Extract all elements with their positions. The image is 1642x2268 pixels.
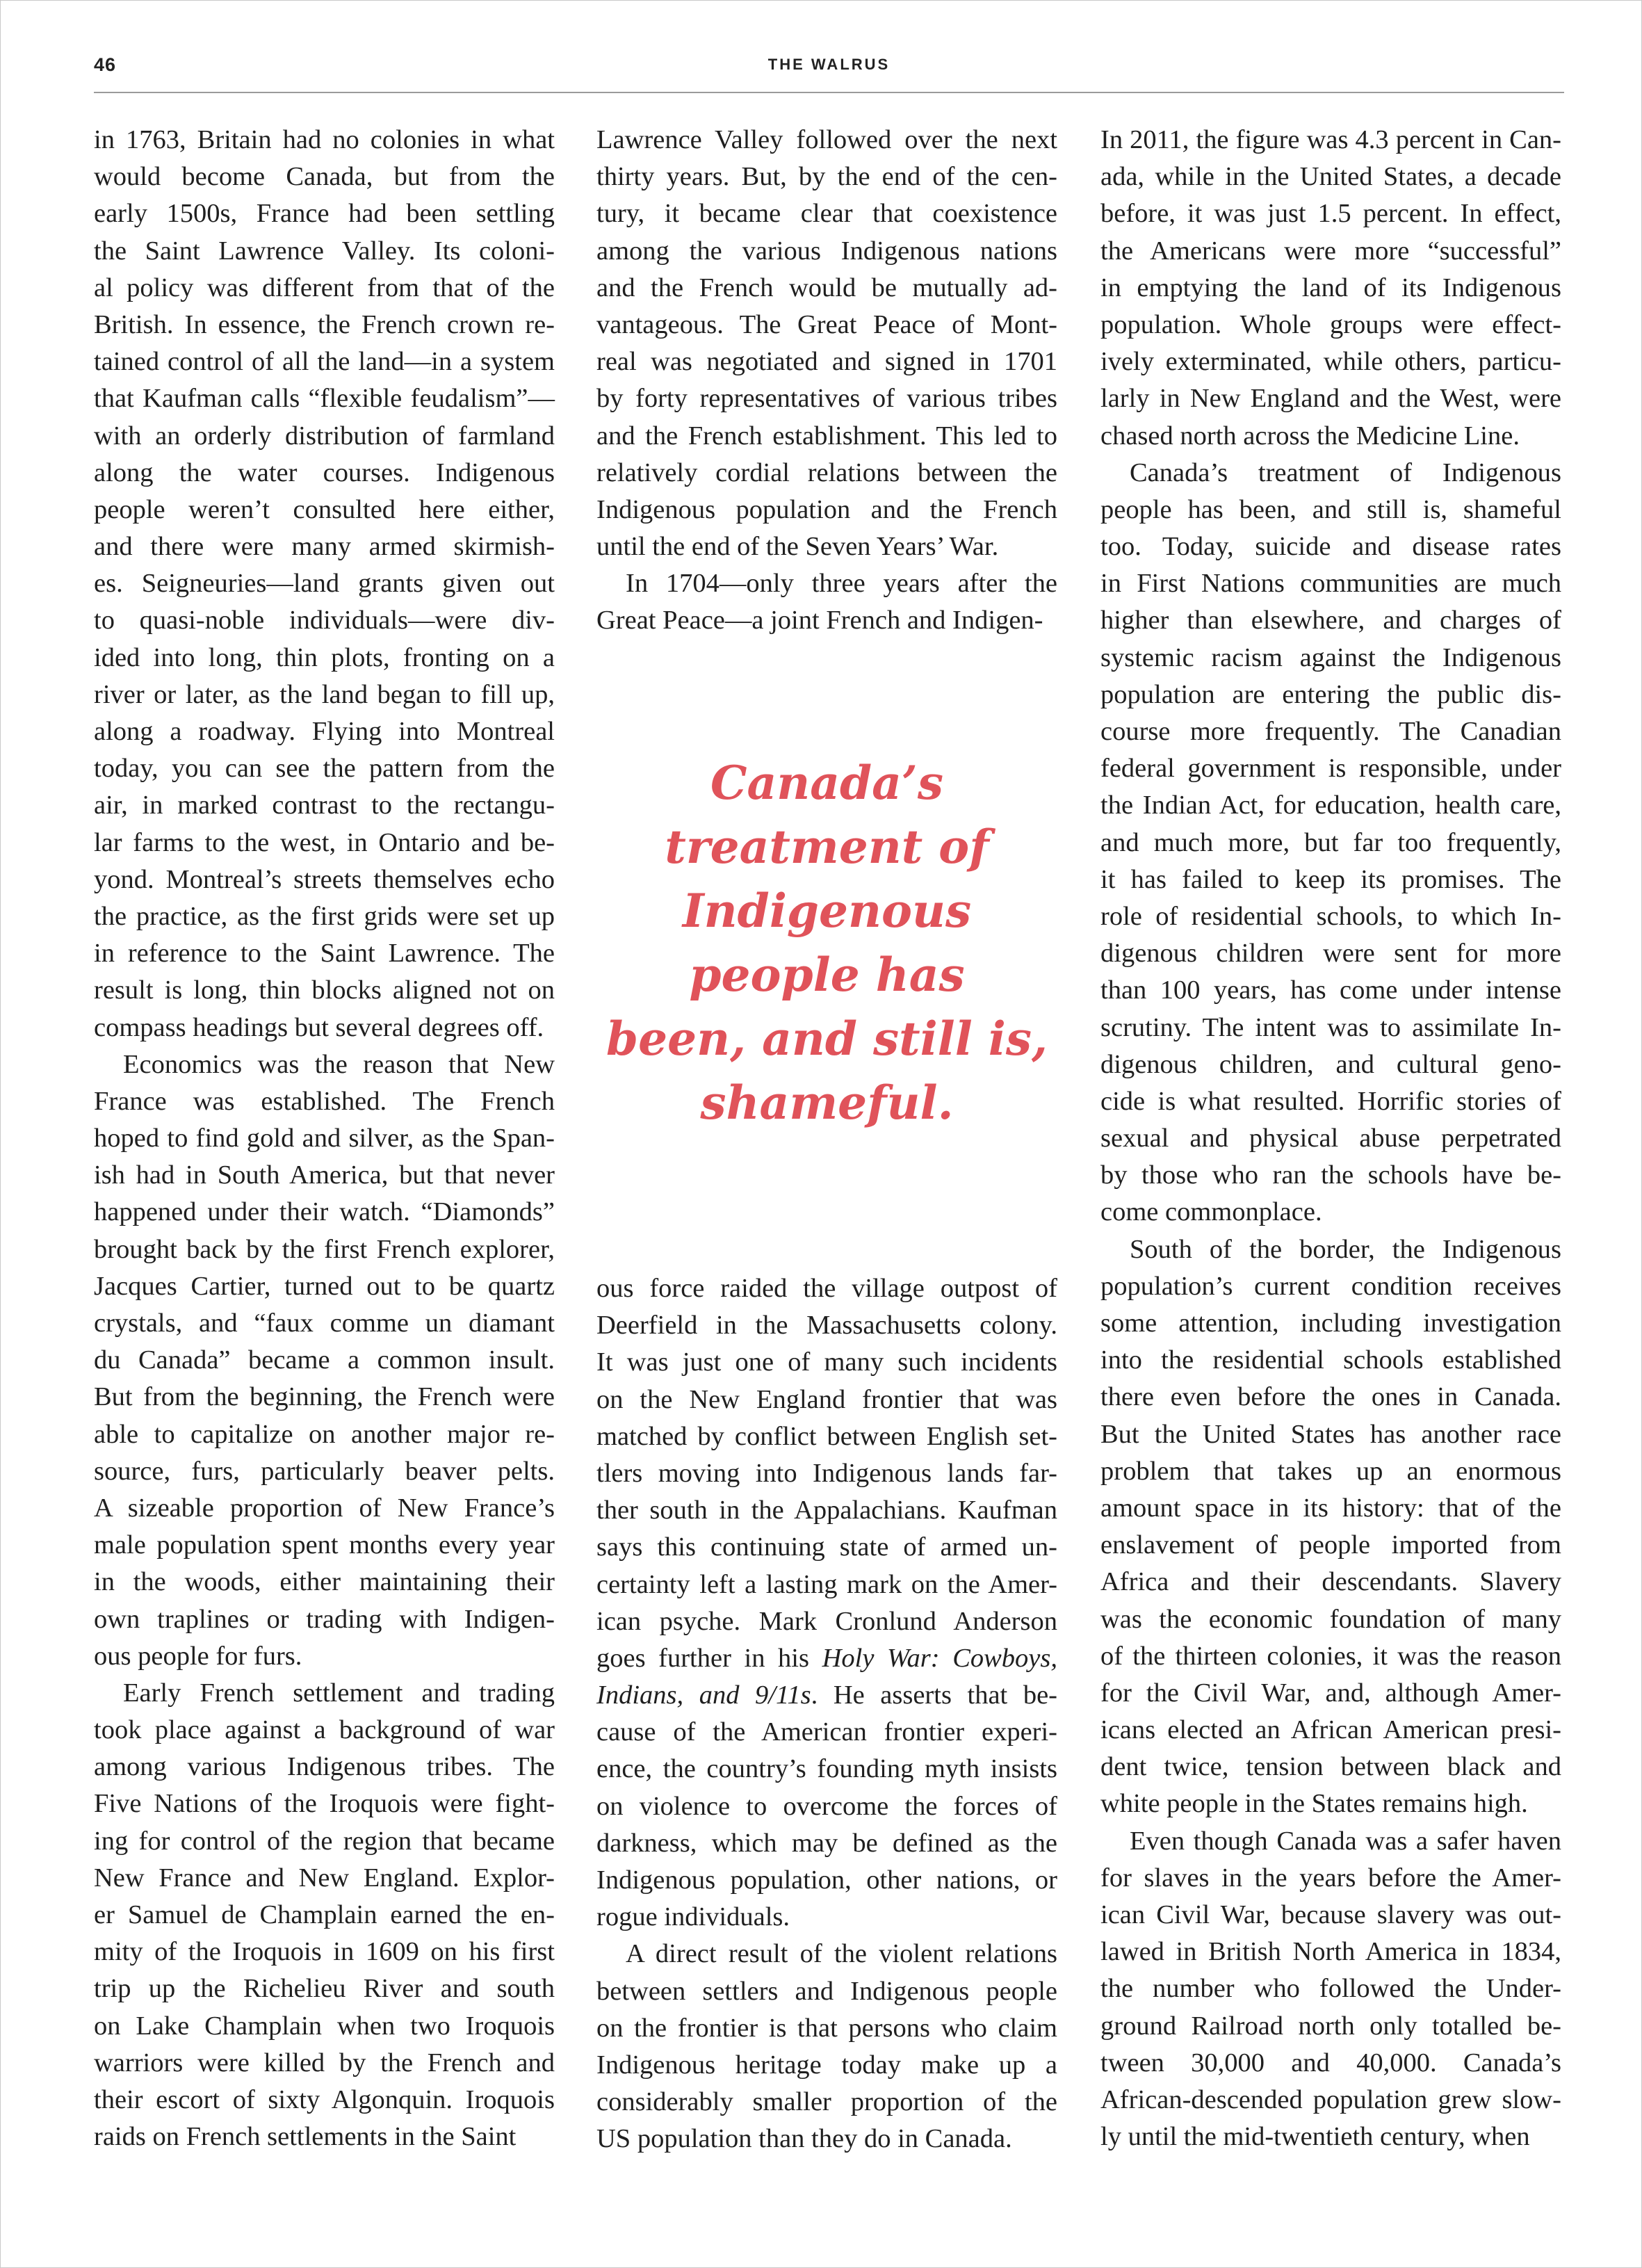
text-line: er Samuel de Champlain earned the en- — [94, 1900, 555, 1929]
text-line: by those who ran the schools have be- — [1100, 1160, 1561, 1190]
text-line: icans elected an African American presi- — [1100, 1715, 1561, 1745]
text-line: than 100 years, has come under intense — [1100, 975, 1561, 1005]
text-line: US population than they do in Canada. — [596, 2124, 1012, 2154]
text-line: tained control of all the land—in a system — [94, 347, 555, 377]
text-line: compass headings but several degrees off. — [94, 1012, 544, 1042]
text-line: problem that takes up an enormous — [1100, 1456, 1561, 1486]
text-line: happened under their watch. “Diamonds” — [94, 1197, 555, 1227]
text-line: thirty years. But, by the end of the cen- — [596, 162, 1057, 192]
text-line: for slaves in the years before the Amer- — [1100, 1863, 1561, 1893]
text-line: Even though Canada was a safer haven — [1130, 1826, 1561, 1856]
text-line: vantageous. The Great Peace of Mont- — [596, 309, 1057, 339]
text-line: there even before the ones in Canada. — [1100, 1382, 1561, 1412]
text-line: Indigenous heritage today make up a — [596, 2050, 1057, 2080]
text-line: ly until the mid-twentieth century, when — [1100, 2122, 1530, 2152]
text-line: tlers moving into Indigenous lands far- — [596, 1458, 1057, 1488]
text-line: among the various Indigenous nations — [596, 236, 1057, 266]
text-line: along the water courses. Indigenous — [94, 457, 555, 487]
text-line: the Saint Lawrence Valley. Its coloni- — [94, 236, 555, 266]
article-column-2-bottom — [596, 1270, 1057, 2158]
text-line: before, it was just 1.5 percent. In effect, — [1100, 199, 1561, 229]
text-line: South of the border, the Indigenous — [1130, 1234, 1561, 1264]
text-line: the Americans were more “successful” — [1100, 236, 1561, 266]
text-line: the practice, as the first grids were set up — [94, 901, 555, 931]
text-line: A direct result of the violent relations — [626, 1939, 1057, 1969]
text-line: to quasi-noble individuals—were div- — [94, 606, 555, 635]
text-line: in reference to the Saint Lawrence. The — [94, 939, 555, 969]
text-line: and much more, but far too frequently, — [1100, 827, 1561, 857]
text-line: too. Today, suicide and disease rates — [1100, 532, 1561, 562]
text-line: and the French would be mutually ad- — [596, 273, 1057, 302]
text-line: larly in New England and the West, were — [1100, 384, 1561, 414]
text-line: digenous children, and cultural geno- — [1100, 1049, 1561, 1079]
text-line: al policy was different from that of the — [94, 273, 555, 302]
text-line: Early French settlement and trading — [123, 1678, 555, 1708]
text-line: male population spent months every year — [94, 1530, 555, 1560]
text-line: today, you can see the pattern from the — [94, 754, 555, 784]
text-line: river or later, as the land began to fill up, — [94, 679, 555, 709]
text-line: people has been, and still is, shameful — [1100, 494, 1561, 524]
text-line: the number who followed the Under- — [1100, 1974, 1561, 2004]
text-line: in 1763, Britain had no colonies in what — [94, 125, 555, 154]
text-line: that Kaufman calls “flexible feudalism”— — [94, 384, 555, 414]
text-line: In 2011, the figure was 4.3 percent in Can- — [1100, 125, 1561, 154]
text-line: Jacques Cartier, turned out to be quartz — [94, 1271, 555, 1301]
text-line: Five Nations of the Iroquois were fight- — [94, 1789, 555, 1819]
text-line: It was just one of many such incidents — [596, 1347, 1057, 1377]
text-line: es. Seigneuries—land grants given out — [94, 569, 555, 599]
text-line: cide is what resulted. Horrific stories of — [1100, 1086, 1561, 1116]
pull-quote-line: Indigenous — [682, 884, 972, 938]
text-line: certainty left a lasting mark on the Amer- — [596, 1569, 1057, 1599]
text-line: Deerfield in the Massachusetts colony. — [596, 1311, 1057, 1340]
text-line: their escort of sixty Algonquin. Iroquois — [94, 2084, 555, 2114]
pull-quote-line: shameful. — [700, 1076, 954, 1130]
text-line: people weren’t consulted here either, — [94, 494, 555, 524]
text-line: British. In essence, the French crown re- — [94, 309, 555, 339]
text-line: course more frequently. The Canadian — [1100, 717, 1561, 746]
text-line: scrutiny. The intent was to assimilate In- — [1100, 1012, 1561, 1042]
text-line: chased north across the Medicine Line. — [1100, 421, 1520, 451]
text-line: ground Railroad north only totalled be- — [1100, 2011, 1561, 2041]
text-line: crystals, and “faux comme un diamant — [94, 1309, 555, 1338]
text-line: in emptying the land of its Indigenous — [1100, 273, 1561, 302]
text-line: Canada’s treatment of Indigenous — [1130, 457, 1561, 487]
text-line: come commonplace. — [1100, 1197, 1322, 1227]
page-number: 46 — [94, 54, 117, 75]
text-line: of the thirteen colonies, it was the reason — [1100, 1641, 1561, 1671]
running-header — [94, 54, 1564, 93]
text-line: says this continuing state of armed un- — [596, 1532, 1057, 1562]
text-line: In 1704—only three years after the — [626, 569, 1057, 599]
text-line: lar farms to the west, in Ontario and be- — [94, 827, 555, 857]
text-line: hoped to find gold and silver, as the Span- — [94, 1124, 555, 1153]
text-line: Indigenous population, other nations, or — [596, 1865, 1057, 1895]
text-line: among various Indigenous tribes. The — [94, 1752, 555, 1782]
text-line: ther south in the Appalachians. Kaufman — [596, 1496, 1057, 1525]
article-column-3 — [1100, 122, 1561, 2155]
text-segment: . He asserts that be- — [811, 1680, 1057, 1710]
pull-quote-line: treatment of — [665, 820, 989, 874]
text-line: the Indian Act, for education, health care, — [1100, 791, 1561, 820]
text-line: trip up the Richelieu River and south — [94, 1974, 555, 2004]
text-line: sexual and physical abuse perpetrated — [1100, 1124, 1561, 1153]
text-line: it has failed to keep its promises. The — [1100, 864, 1561, 894]
text-line: A sizeable proportion of New France’s — [94, 1493, 555, 1523]
text-line — [596, 1640, 1057, 1677]
text-line: tween 30,000 and 40,000. Canada’s — [1100, 2048, 1561, 2077]
pull-quote — [596, 751, 1057, 1135]
pull-quote-line: Canada’s — [710, 756, 944, 810]
text-line: white people in the States remains high. — [1100, 1789, 1528, 1819]
text-line: ous force raided the village outpost of — [596, 1274, 1057, 1303]
text-line: ided into long, thin plots, fronting on a — [94, 642, 555, 672]
pull-quote-line: been, and still is, — [606, 1012, 1048, 1066]
text-line: But from the beginning, the French were — [94, 1382, 555, 1412]
text-line: until the end of the Seven Years’ War. — [596, 532, 999, 562]
text-line: rogue individuals. — [596, 1902, 790, 1932]
text-line: relatively cordial relations between the — [596, 457, 1057, 487]
text-line: Economics was the reason that New — [123, 1049, 555, 1079]
text-line: population are entering the public dis- — [1100, 679, 1561, 709]
article-column-1 — [94, 122, 555, 2155]
text-line: population’s current condition receives — [1100, 1271, 1561, 1301]
text-line: in the woods, either maintaining their — [94, 1567, 555, 1597]
text-line: source, furs, particularly beaver pelts. — [94, 1456, 555, 1486]
text-line: warriors were killed by the French and — [94, 2048, 555, 2077]
text-line: Africa and their descendants. Slavery — [1100, 1567, 1561, 1597]
text-line: ish had in South America, but that never — [94, 1160, 555, 1190]
text-line: systemic racism against the Indigenous — [1100, 642, 1561, 672]
text-line: matched by conflict between English set- — [596, 1421, 1057, 1451]
text-line: for the Civil War, and, although Amer- — [1100, 1678, 1561, 1708]
text-line: was the economic foundation of many — [1100, 1604, 1561, 1634]
text-line: considerably smaller proportion of the — [596, 2087, 1057, 2117]
text-line: ence, the country’s founding myth insists — [596, 1754, 1057, 1784]
text-line: ican psyche. Mark Cronlund Anderson — [596, 1606, 1057, 1636]
article-column-2-top — [596, 122, 1057, 640]
book-title: Indians, and 9/11s — [596, 1680, 811, 1710]
text-line: dent twice, tension between black and — [1100, 1752, 1561, 1782]
text-line: darkness, which may be defined as the — [596, 1828, 1057, 1858]
text-line: by forty representatives of various tribes — [596, 384, 1057, 414]
text-line: population. Whole groups were effect- — [1100, 309, 1561, 339]
text-line: and there were many armed skirmish- — [94, 532, 555, 562]
text-line: federal government is responsible, under — [1100, 754, 1561, 784]
text-line: amount space in its history: that of the — [1100, 1493, 1561, 1523]
text-line: du Canada” became a common insult. — [94, 1345, 555, 1375]
text-line: ada, while in the United States, a decade — [1100, 162, 1561, 192]
text-line: ing for control of the region that became — [94, 1826, 555, 1856]
text-line: brought back by the first French explorer, — [94, 1234, 555, 1264]
text-line: digenous children were sent for more — [1100, 939, 1561, 969]
text-line: with an orderly distribution of farmland — [94, 421, 555, 451]
text-line — [596, 1677, 1057, 1714]
text-line: some attention, including investigation — [1100, 1309, 1561, 1338]
text-line: enslavement of people imported from — [1100, 1530, 1561, 1560]
text-line: higher than elsewhere, and charges of — [1100, 606, 1561, 635]
text-line: tury, it became clear that coexistence — [596, 199, 1057, 229]
text-line: Great Peace—a joint French and Indigen- — [596, 606, 1043, 635]
text-line: in First Nations communities are much — [1100, 569, 1561, 599]
text-line: African-descended population grew slow- — [1100, 2084, 1561, 2114]
text-line: took place against a background of war — [94, 1715, 555, 1745]
text-line: able to capitalize on another major re- — [94, 1419, 555, 1449]
text-line: into the residential schools established — [1100, 1345, 1561, 1375]
text-line: New France and New England. Explor- — [94, 1863, 555, 1893]
text-line: lawed in British North America in 1834, — [1100, 1937, 1561, 1967]
text-line: ous people for furs. — [94, 1641, 302, 1671]
text-line: air, in marked contrast to the rectangu- — [94, 791, 555, 820]
text-line: on the New England frontier that was — [596, 1384, 1057, 1414]
book-title: Holy War: Cowboys, — [822, 1643, 1057, 1673]
text-line: real was negotiated and signed in 1701 — [596, 347, 1057, 377]
text-line: and the French establishment. This led to — [596, 421, 1057, 451]
text-line: Lawrence Valley followed over the next — [596, 125, 1057, 154]
text-line: ican Civil War, because slavery was out- — [1100, 1900, 1561, 1929]
text-segment: goes further in his — [596, 1643, 822, 1673]
text-line: on violence to overcome the forces of — [596, 1791, 1057, 1821]
text-line: on the frontier is that persons who claim — [596, 2013, 1057, 2043]
text-line: Indigenous population and the French — [596, 494, 1057, 524]
text-line: raids on French settlements in the Saint — [94, 2122, 517, 2152]
text-line: along a roadway. Flying into Montreal — [94, 717, 555, 746]
text-line: result is long, thin blocks aligned not on — [94, 975, 555, 1005]
text-line: yond. Montreal’s streets themselves echo — [94, 864, 555, 894]
text-line: would become Canada, but from the — [94, 162, 555, 192]
text-line: But the United States has another race — [1100, 1419, 1561, 1449]
magazine-name: THE WALRUS — [767, 56, 891, 73]
text-line: role of residential schools, to which In- — [1100, 901, 1561, 931]
text-line: own traplines or trading with Indigen- — [94, 1604, 555, 1634]
text-line: on Lake Champlain when two Iroquois — [94, 2011, 555, 2041]
text-line: cause of the American frontier experi- — [596, 1717, 1057, 1747]
text-line: early 1500s, France had been settling — [94, 199, 555, 229]
text-line: France was established. The French — [94, 1086, 555, 1116]
text-line: between settlers and Indigenous people — [596, 1976, 1057, 2006]
text-line: ively exterminated, while others, particu- — [1100, 347, 1561, 377]
text-line: mity of the Iroquois in 1609 on his first — [94, 1937, 555, 1967]
pull-quote-line: people has — [689, 948, 965, 1002]
